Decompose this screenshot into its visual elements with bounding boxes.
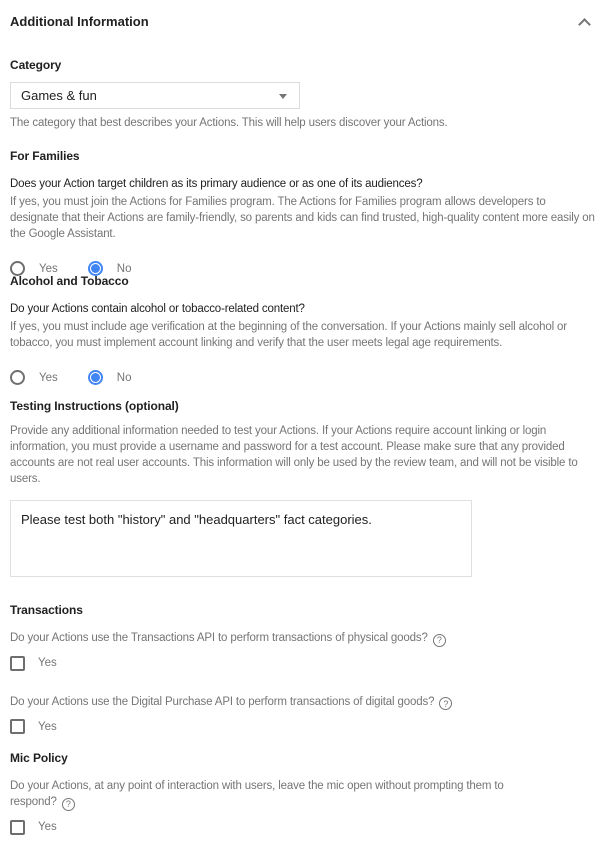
alcohol-tobacco-radio-yes[interactable] [10, 370, 58, 385]
alcohol-tobacco-radio-group [10, 370, 597, 385]
testing-instructions-section [10, 399, 597, 487]
radio-unselected-icon[interactable] [10, 370, 25, 385]
help-icon[interactable] [433, 634, 446, 647]
alcohol-tobacco-helper-text: If yes, you must include age verification at the beginning of the conversation. If your Actions mainly sell alcohol or tobacco, you must implement account linking and verify that the user meets legal age requirements. [10, 321, 567, 349]
radio-label: Yes [39, 262, 58, 275]
transactions-digital-checkbox-row[interactable] [10, 719, 597, 734]
testing-instructions-title: Testing Instructions (optional) [10, 399, 179, 413]
checkbox-label: Yes [38, 821, 57, 833]
mic-policy-question [10, 778, 515, 811]
radio-label: No [116, 371, 132, 384]
question-text: Do your Actions use the Digital Purchase API to perform transactions of digital goods? [10, 695, 435, 708]
testing-instructions-helper-text: Provide any additional information needed to test your Actions. If your Actions require account linking or login information, you must provide a username and password for a test account. Please make sure that any provided accounts are not real user accounts. This information will only be used by the review team, and will not be visible to users. [10, 425, 578, 485]
category-dropdown[interactable] [10, 82, 300, 109]
chevron-up-icon[interactable] [580, 18, 589, 27]
checkbox-unchecked-icon[interactable] [10, 656, 25, 671]
transactions-question-physical [10, 630, 597, 647]
section-header [10, 14, 597, 29]
alcohol-tobacco-title: Alcohol and Tobacco [10, 274, 129, 288]
category-helper-text: The category that best describes your Actions. This will help users discover your Actions. [10, 117, 448, 129]
radio-selected-icon[interactable] [88, 370, 103, 385]
alcohol-tobacco-section [10, 274, 597, 385]
category-label: Category [10, 58, 62, 72]
category-dropdown-value: Games & fun [21, 88, 97, 103]
for-families-question: Does your Action target children as its primary audience or as one of its audiences? [10, 178, 423, 190]
caret-down-icon [279, 94, 287, 99]
question-text: Do your Actions use the Transactions API to perform transactions of physical goods? [10, 632, 428, 644]
radio-label: Yes [39, 371, 58, 384]
checkbox-unchecked-icon[interactable] [10, 719, 25, 734]
alcohol-tobacco-radio-no[interactable] [88, 370, 132, 385]
page-title: Additional Information [10, 14, 149, 29]
transactions-question-digital [10, 694, 597, 711]
question-text: Do your Actions, at any point of interaction with users, leave the mic open without prompting them to respond? [10, 780, 504, 808]
for-families-title: For Families [10, 149, 80, 163]
category-section [10, 58, 597, 131]
checkbox-label: Yes [38, 657, 57, 669]
help-icon[interactable] [62, 798, 75, 811]
mic-policy-title: Mic Policy [10, 751, 68, 765]
for-families-section [10, 149, 597, 276]
testing-instructions-input[interactable] [10, 500, 472, 577]
checkbox-unchecked-icon[interactable] [10, 820, 25, 835]
radio-label: No [116, 262, 132, 275]
help-icon[interactable] [439, 697, 452, 710]
transactions-title: Transactions [10, 603, 83, 617]
checkbox-label: Yes [38, 720, 57, 733]
mic-policy-checkbox-row[interactable] [10, 820, 597, 835]
transactions-physical-checkbox-row[interactable] [10, 656, 597, 671]
for-families-helper-text: If yes, you must join the Actions for Families program. The Actions for Families program allows developers to designate that their Actions are family-friendly, so parents and kids can find trusted, high-quality content more easily on the Google Assistant. [10, 196, 595, 240]
transactions-section [10, 603, 597, 734]
alcohol-tobacco-question: Do your Actions contain alcohol or tobacco-related content? [10, 303, 305, 315]
mic-policy-section [10, 751, 597, 835]
